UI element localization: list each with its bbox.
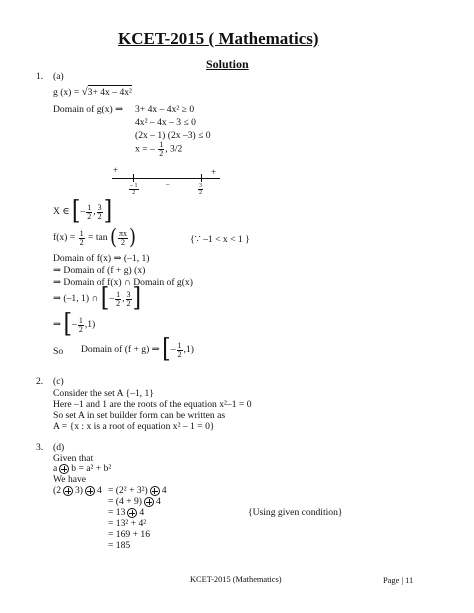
q1-implies-result: ⇒ [– $\frac{1}{2}$ ,1): [53, 309, 96, 340]
page-number: Page | 11: [383, 576, 414, 585]
section-subtitle: Solution: [206, 57, 249, 71]
q1-ineq-3: (2x – 1) (2x –3) ≤ 0: [135, 130, 211, 141]
x-in: X ∈: [53, 206, 70, 218]
tick-left-label: $\frac{- 1}{2}$: [130, 183, 138, 196]
oplus-icon: [144, 497, 154, 507]
so-text: Domain of (f + g) ⇒: [81, 344, 160, 356]
q1-domain-g-label: Domain of g(x) ⇒: [53, 104, 124, 115]
q3-step-3: = 13 4: [108, 507, 145, 519]
q3-answer: (d): [53, 442, 65, 453]
q1-ineq-1: 3+ 4x – 4x² ≥ 0: [135, 104, 195, 115]
minus: –: [80, 206, 86, 218]
frac-half-f: $\frac{1}{2}$: [79, 228, 84, 247]
q1-answer: (a): [53, 71, 64, 82]
bracket-close: ]: [103, 196, 113, 227]
frac-pix-2: $\frac{\pi x}{2}$: [118, 228, 128, 247]
q3-lhs: (2 3) 4: [53, 485, 102, 497]
g-lhs: g (x) =: [53, 87, 80, 98]
x-eq: x = –: [135, 143, 155, 155]
bracket-open: [: [71, 196, 81, 227]
q2-line-2: Here –1 and 1 are the roots of the equation x²–1 = 0: [53, 399, 252, 410]
q1-g-definition: [53, 87, 132, 98]
oplus-icon: [63, 486, 73, 496]
frac-half: $\frac{1}{2}$: [87, 202, 92, 221]
sign-plus-right: +: [211, 167, 217, 177]
q1-implies-intersection: ⇒ (–1, 1) ∩ [– $\frac{1}{2}$ , $\frac{3}{2}$ ]: [53, 283, 142, 314]
tick-left: [133, 174, 134, 182]
q2-line-1: Consider the set A {–1, 1}: [53, 388, 154, 399]
q1-x-roots: [135, 141, 182, 158]
x-rest: , 3/2: [165, 143, 183, 155]
q3-note: {Using given condition}: [248, 507, 343, 518]
oplus-icon: [85, 486, 95, 496]
q3-step-5: = 169 + 16: [108, 529, 151, 540]
q1-domain-fg: ⇒ Domain of (f + g) (x): [53, 265, 146, 276]
q1-ineq-2: 4x² – 4x – 3 ≤ 0: [135, 117, 196, 128]
sign-plus-left: +: [113, 165, 119, 175]
q2-answer: (c): [53, 376, 64, 387]
q3-step-1: = (2² + 3²) 4: [108, 485, 167, 497]
q3-step-2: = (4 + 9) 4: [108, 496, 161, 508]
q1-final-domain: Domain of (f + g) ⇒ [– $\frac{1}{2}$ ,1): [81, 334, 194, 365]
q3-step-6: = 185: [108, 540, 131, 551]
q3-number: 3.: [36, 442, 44, 453]
q2-line-3: So set A in set builder form can be written as: [53, 410, 226, 421]
number-line: [112, 178, 220, 179]
q1-domain-f-cap-g: ⇒ Domain of f(x) ∩ Domain of g(x): [53, 277, 193, 288]
tick-right: [201, 174, 202, 182]
half-fraction: $\frac{1}{2}$: [159, 140, 164, 158]
sqrt-sign: √: [81, 86, 88, 98]
oplus-icon: [127, 508, 137, 518]
q3-step-4: = 13² + 4²: [108, 518, 147, 529]
imp1-text: ⇒ (–1, 1) ∩: [53, 293, 99, 305]
sign-minus-middle: –: [166, 180, 170, 188]
q1-domain-f: Domain of f(x) ⇒ (–1, 1): [53, 253, 150, 264]
q1-f-condition: {∵ –1 < x < 1 }: [190, 234, 250, 245]
q2-number: 2.: [36, 376, 44, 387]
q1-so-label: So: [53, 346, 64, 357]
tick-right-label: $\frac{3}{2}$: [199, 183, 202, 196]
frac-three-halves: $\frac{3}{2}$: [97, 202, 102, 221]
footer-title: KCET-2015 (Mathematics): [190, 575, 282, 584]
q1-number: 1.: [36, 71, 44, 82]
q3-we-have: We have: [53, 474, 87, 485]
oplus-icon: [59, 464, 69, 474]
f-lhs: f(x) =: [53, 232, 76, 244]
g-radicand: 3+ 4x – 4x²: [87, 87, 132, 98]
f-tan: = tan: [88, 232, 108, 244]
q2-line-4: A = {x : x is a root of equation x² – 1 = 0}: [53, 421, 215, 432]
page-title: KCET-2015 ( Mathematics): [118, 29, 319, 48]
q3-given: Given that: [53, 453, 94, 464]
q1-f-definition: f(x) = $\frac{1}{2}$ = tan ( $\frac{\pi x}{2}$ ): [53, 224, 137, 250]
q1-x-interval: X ∈ [– $\frac{1}{2}$ , $\frac{3}{2}$ ]: [53, 196, 113, 227]
oplus-icon: [150, 486, 160, 496]
q3-definition: a b = a² + b²: [53, 463, 112, 475]
imp2-text: ⇒: [53, 319, 62, 331]
